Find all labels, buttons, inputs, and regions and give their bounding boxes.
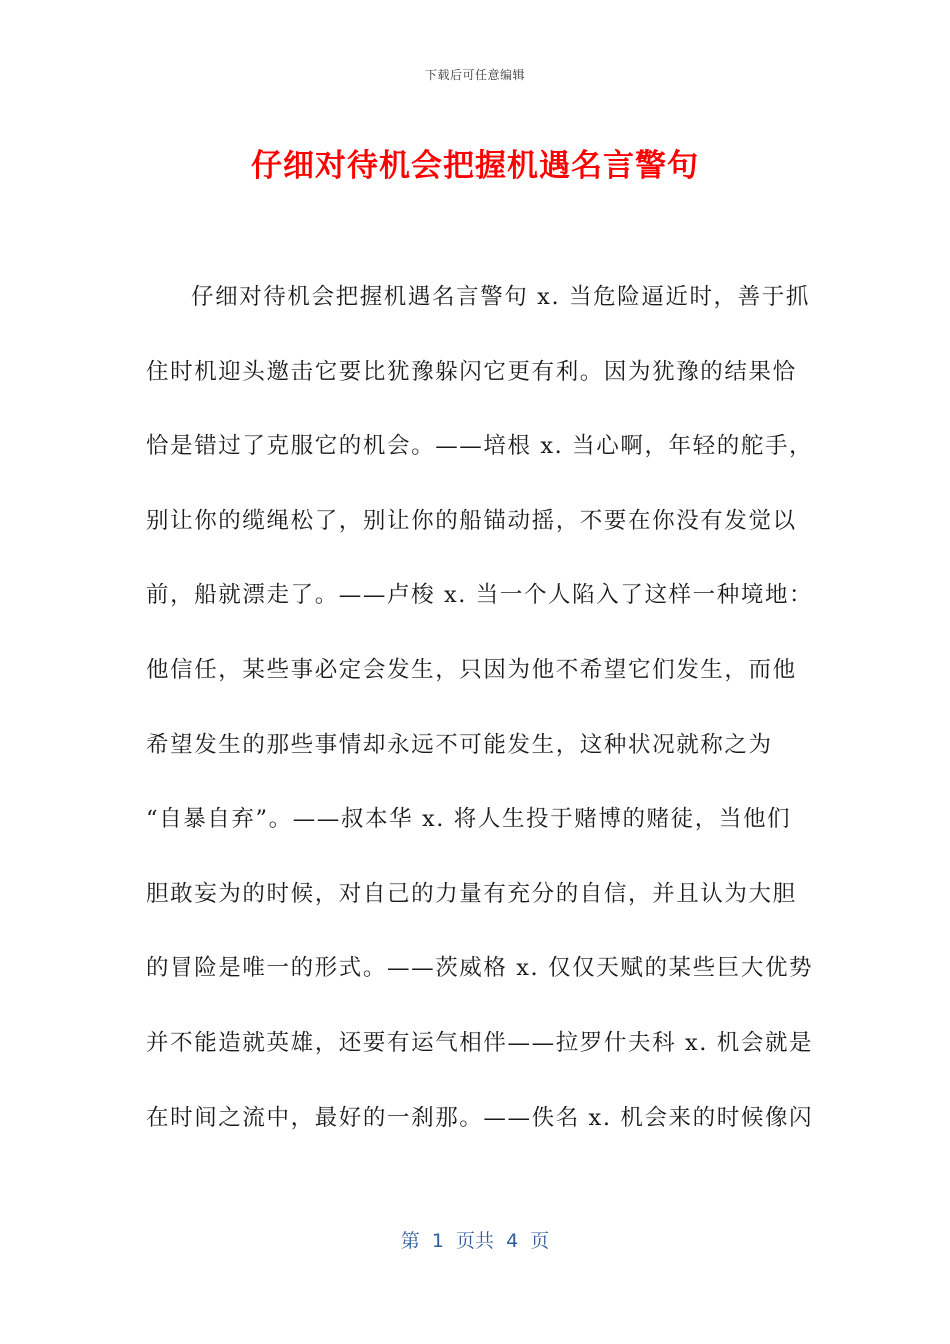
document-body bbox=[146, 274, 814, 1169]
body-line: 他信任，某些事必定会发生，只因为他不希望它们发生，而他 bbox=[146, 656, 797, 683]
page-header-note: 下载后可任意编辑 bbox=[424, 68, 525, 82]
body-line: 在时间之流中，最好的一刹那。——佚名 x. 机会来的时候像闪 bbox=[146, 1104, 814, 1131]
body-line: 希望发生的那些事情却永远不可能发生，这种状况就称之为 bbox=[146, 731, 773, 758]
body-line: 的冒险是唯一的形式。——茨威格 x. 仅仅天赋的某些巨大优势 bbox=[146, 955, 814, 982]
body-line: 胆敢妄为的时候，对自己的力量有充分的自信，并且认为大胆 bbox=[146, 880, 797, 907]
body-line: 住时机迎头邀击它要比犹豫躲闪它更有利。因为犹豫的结果恰 bbox=[146, 358, 797, 385]
body-line: 仔细对待机会把握机遇名言警句 x. 当危险逼近时，善于抓 bbox=[191, 284, 810, 310]
body-line: 别让你的缆绳松了，别让你的船锚动摇，不要在你没有发觉以 bbox=[146, 507, 797, 534]
body-line: 恰是错过了克服它的机会。——培根 x. 当心啊，年轻的舵手， bbox=[146, 433, 814, 460]
body-line: 前，船就漂走了。——卢梭 x. 当一个人陷入了这样一种境地： bbox=[146, 582, 814, 609]
document-title: 仔细对待机会把握机遇名言警句 bbox=[251, 148, 699, 184]
body-line: 并不能造就英雄，还要有运气相伴——拉罗什夫科 x. 机会就是 bbox=[146, 1029, 814, 1056]
body-line: “自暴自弃”。——叔本华 x. 将人生投于赌博的赌徒，当他们 bbox=[146, 806, 792, 833]
page-number-footer: 第 1 页共 4 页 bbox=[400, 1230, 550, 1252]
